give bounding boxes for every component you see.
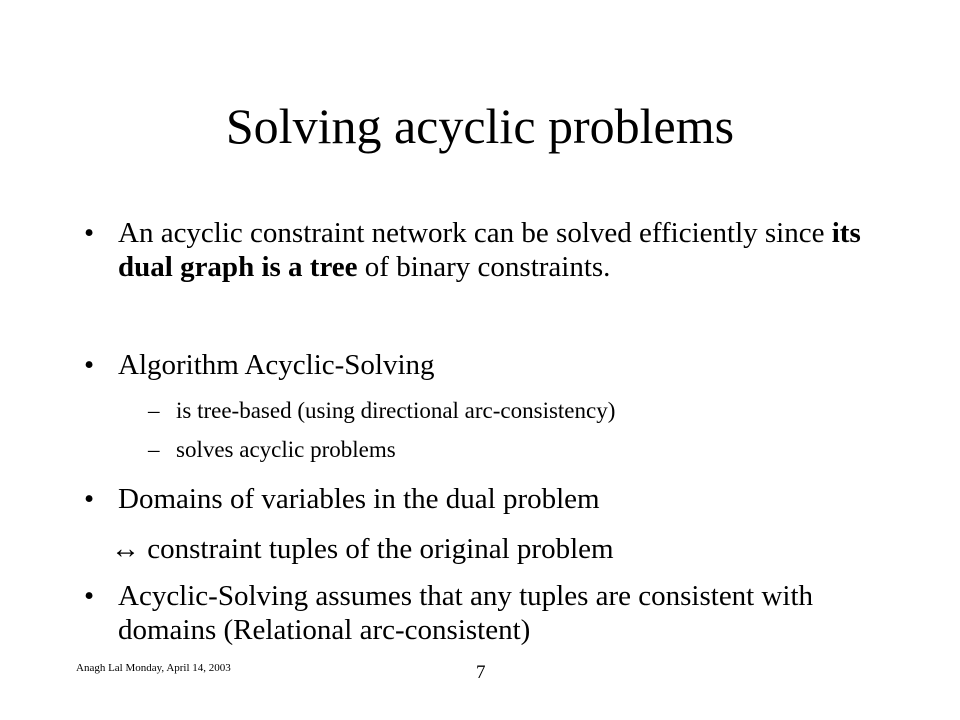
sub-bullet-mark: – [148,398,160,423]
bullet-text: Algorithm Acyclic-Solving [118,349,435,381]
bullet-4 [84,579,904,647]
bullet-text-bold: its dual graph is a tree [118,217,861,283]
sub-bullet-text: is tree-based (using directional arc-consistency) [176,398,616,423]
double-arrow-icon: ↔ [111,533,140,565]
bullet-text-part: of binary constraints. [357,251,611,283]
sub-bullet-mark: – [148,437,160,462]
bullet-mark: • [84,217,95,249]
bullet-text: Acyclic-Solving assumes that any tuples are consistent with domains (Relational arc-consistent) [118,580,814,646]
arrow-line [111,532,911,566]
bullet-mark: • [84,349,95,381]
slide-title: Solving acyclic problems [225,98,735,154]
arrow-line-text: constraint tuples of the original problem [147,533,614,565]
bullet-text-part: An acyclic constraint network can be solved efficiently since [118,217,832,249]
bullet-mark: • [84,580,95,612]
sub-bullet-2 [148,436,908,464]
bullet-1 [84,216,904,284]
bullet-text [118,216,904,284]
bullet-2 [84,348,904,382]
footer-author-date: Anagh Lal Monday, April 14, 2003 [76,662,231,674]
bullet-text: Domains of variables in the dual problem [118,483,600,515]
sub-bullet-text: solves acyclic problems [176,437,396,462]
sub-bullet-1 [148,397,908,425]
page-number: 7 [476,662,486,683]
bullet-3 [84,482,904,516]
bullet-mark: • [84,483,95,515]
